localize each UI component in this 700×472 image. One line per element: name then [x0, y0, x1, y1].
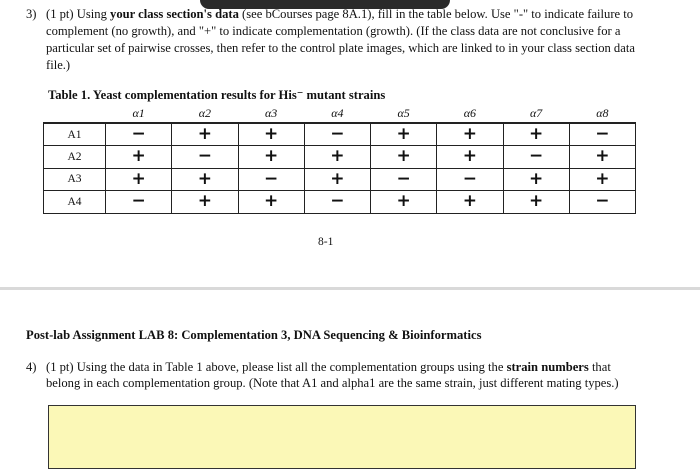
question-4 [26, 359, 636, 391]
corner-cell [44, 105, 106, 123]
result-cell[interactable]: + [503, 191, 569, 214]
answer-box[interactable] [48, 405, 636, 469]
result-cell[interactable]: + [437, 146, 503, 169]
row-header: A2 [44, 146, 106, 169]
result-cell[interactable]: + [371, 146, 437, 169]
question-4-text [46, 359, 636, 391]
complementation-table [43, 105, 636, 214]
table-row [44, 146, 636, 169]
page-number: 8-1 [318, 236, 334, 248]
result-cell[interactable]: − [569, 123, 635, 146]
question-4-number: 4) [26, 360, 37, 374]
result-cell[interactable]: + [304, 168, 370, 191]
result-cell[interactable]: + [371, 123, 437, 146]
table-row [44, 123, 636, 146]
result-cell[interactable]: + [238, 123, 304, 146]
table-caption: Table 1. Yeast complementation results for His⁻ mutant strains [48, 88, 386, 102]
question-3-bold: your class section's data [110, 7, 239, 21]
result-cell[interactable]: + [569, 146, 635, 169]
question-3-points: (1 pt) Using [46, 7, 107, 21]
result-cell[interactable]: − [106, 191, 172, 214]
question-3-rest: (see bCourses page 8A.1), fill in the table below. Use "-" to indicate failure to complement (no growth), and "+" to indicate complementation (growth). (If the class data are not conclusive for a particular set of pairwise crosses, then refer to the control plate images, which are linked to in your class section data file.) [46, 7, 635, 72]
result-cell[interactable]: − [304, 191, 370, 214]
result-cell[interactable]: − [569, 191, 635, 214]
column-header: α2 [198, 106, 212, 120]
result-cell[interactable]: − [437, 168, 503, 191]
result-cell[interactable]: − [371, 168, 437, 191]
question-4-intro: (1 pt) Using the data in Table 1 above, please list all the complementation groups using the [46, 360, 504, 374]
column-header: α1 [132, 106, 145, 120]
result-cell[interactable]: − [304, 123, 370, 146]
question-3-text [46, 6, 646, 74]
result-cell[interactable]: + [503, 123, 569, 146]
table-row [44, 168, 636, 191]
column-header: α3 [264, 106, 278, 120]
row-header: A4 [44, 191, 106, 214]
result-cell[interactable]: + [503, 168, 569, 191]
result-cell[interactable]: − [238, 168, 304, 191]
column-header: α6 [463, 106, 477, 120]
result-cell[interactable]: + [172, 123, 238, 146]
result-cell[interactable]: − [503, 146, 569, 169]
result-cell[interactable]: + [371, 191, 437, 214]
result-cell[interactable]: + [106, 168, 172, 191]
result-cell[interactable]: + [437, 191, 503, 214]
section-heading: Post-lab Assignment LAB 8: Complementation 3, DNA Sequencing & Bioinformatics [26, 328, 482, 342]
result-cell[interactable]: − [106, 123, 172, 146]
result-cell[interactable]: + [172, 191, 238, 214]
result-cell[interactable]: + [106, 146, 172, 169]
question-3-number: 3) [26, 7, 37, 21]
question-3 [26, 6, 646, 74]
result-cell[interactable]: + [569, 168, 635, 191]
result-cell[interactable]: + [172, 168, 238, 191]
column-header: α4 [331, 106, 344, 120]
row-header: A1 [44, 123, 106, 146]
row-header: A3 [44, 168, 106, 191]
column-header: α7 [529, 106, 543, 120]
page-divider [0, 287, 700, 290]
result-cell[interactable]: − [172, 146, 238, 169]
result-cell[interactable]: + [304, 146, 370, 169]
table-header-row [44, 105, 636, 123]
result-cell[interactable]: + [238, 191, 304, 214]
question-4-bold: strain numbers [506, 360, 589, 374]
column-header: α5 [397, 106, 410, 120]
result-cell[interactable]: + [437, 123, 503, 146]
question-4-rest: that belong in each complementation group. (Note that A1 and alpha1 are the same strain, just different mating types.) [46, 360, 619, 390]
result-cell[interactable]: + [238, 146, 304, 169]
column-header: α8 [596, 106, 609, 120]
table-row [44, 191, 636, 214]
